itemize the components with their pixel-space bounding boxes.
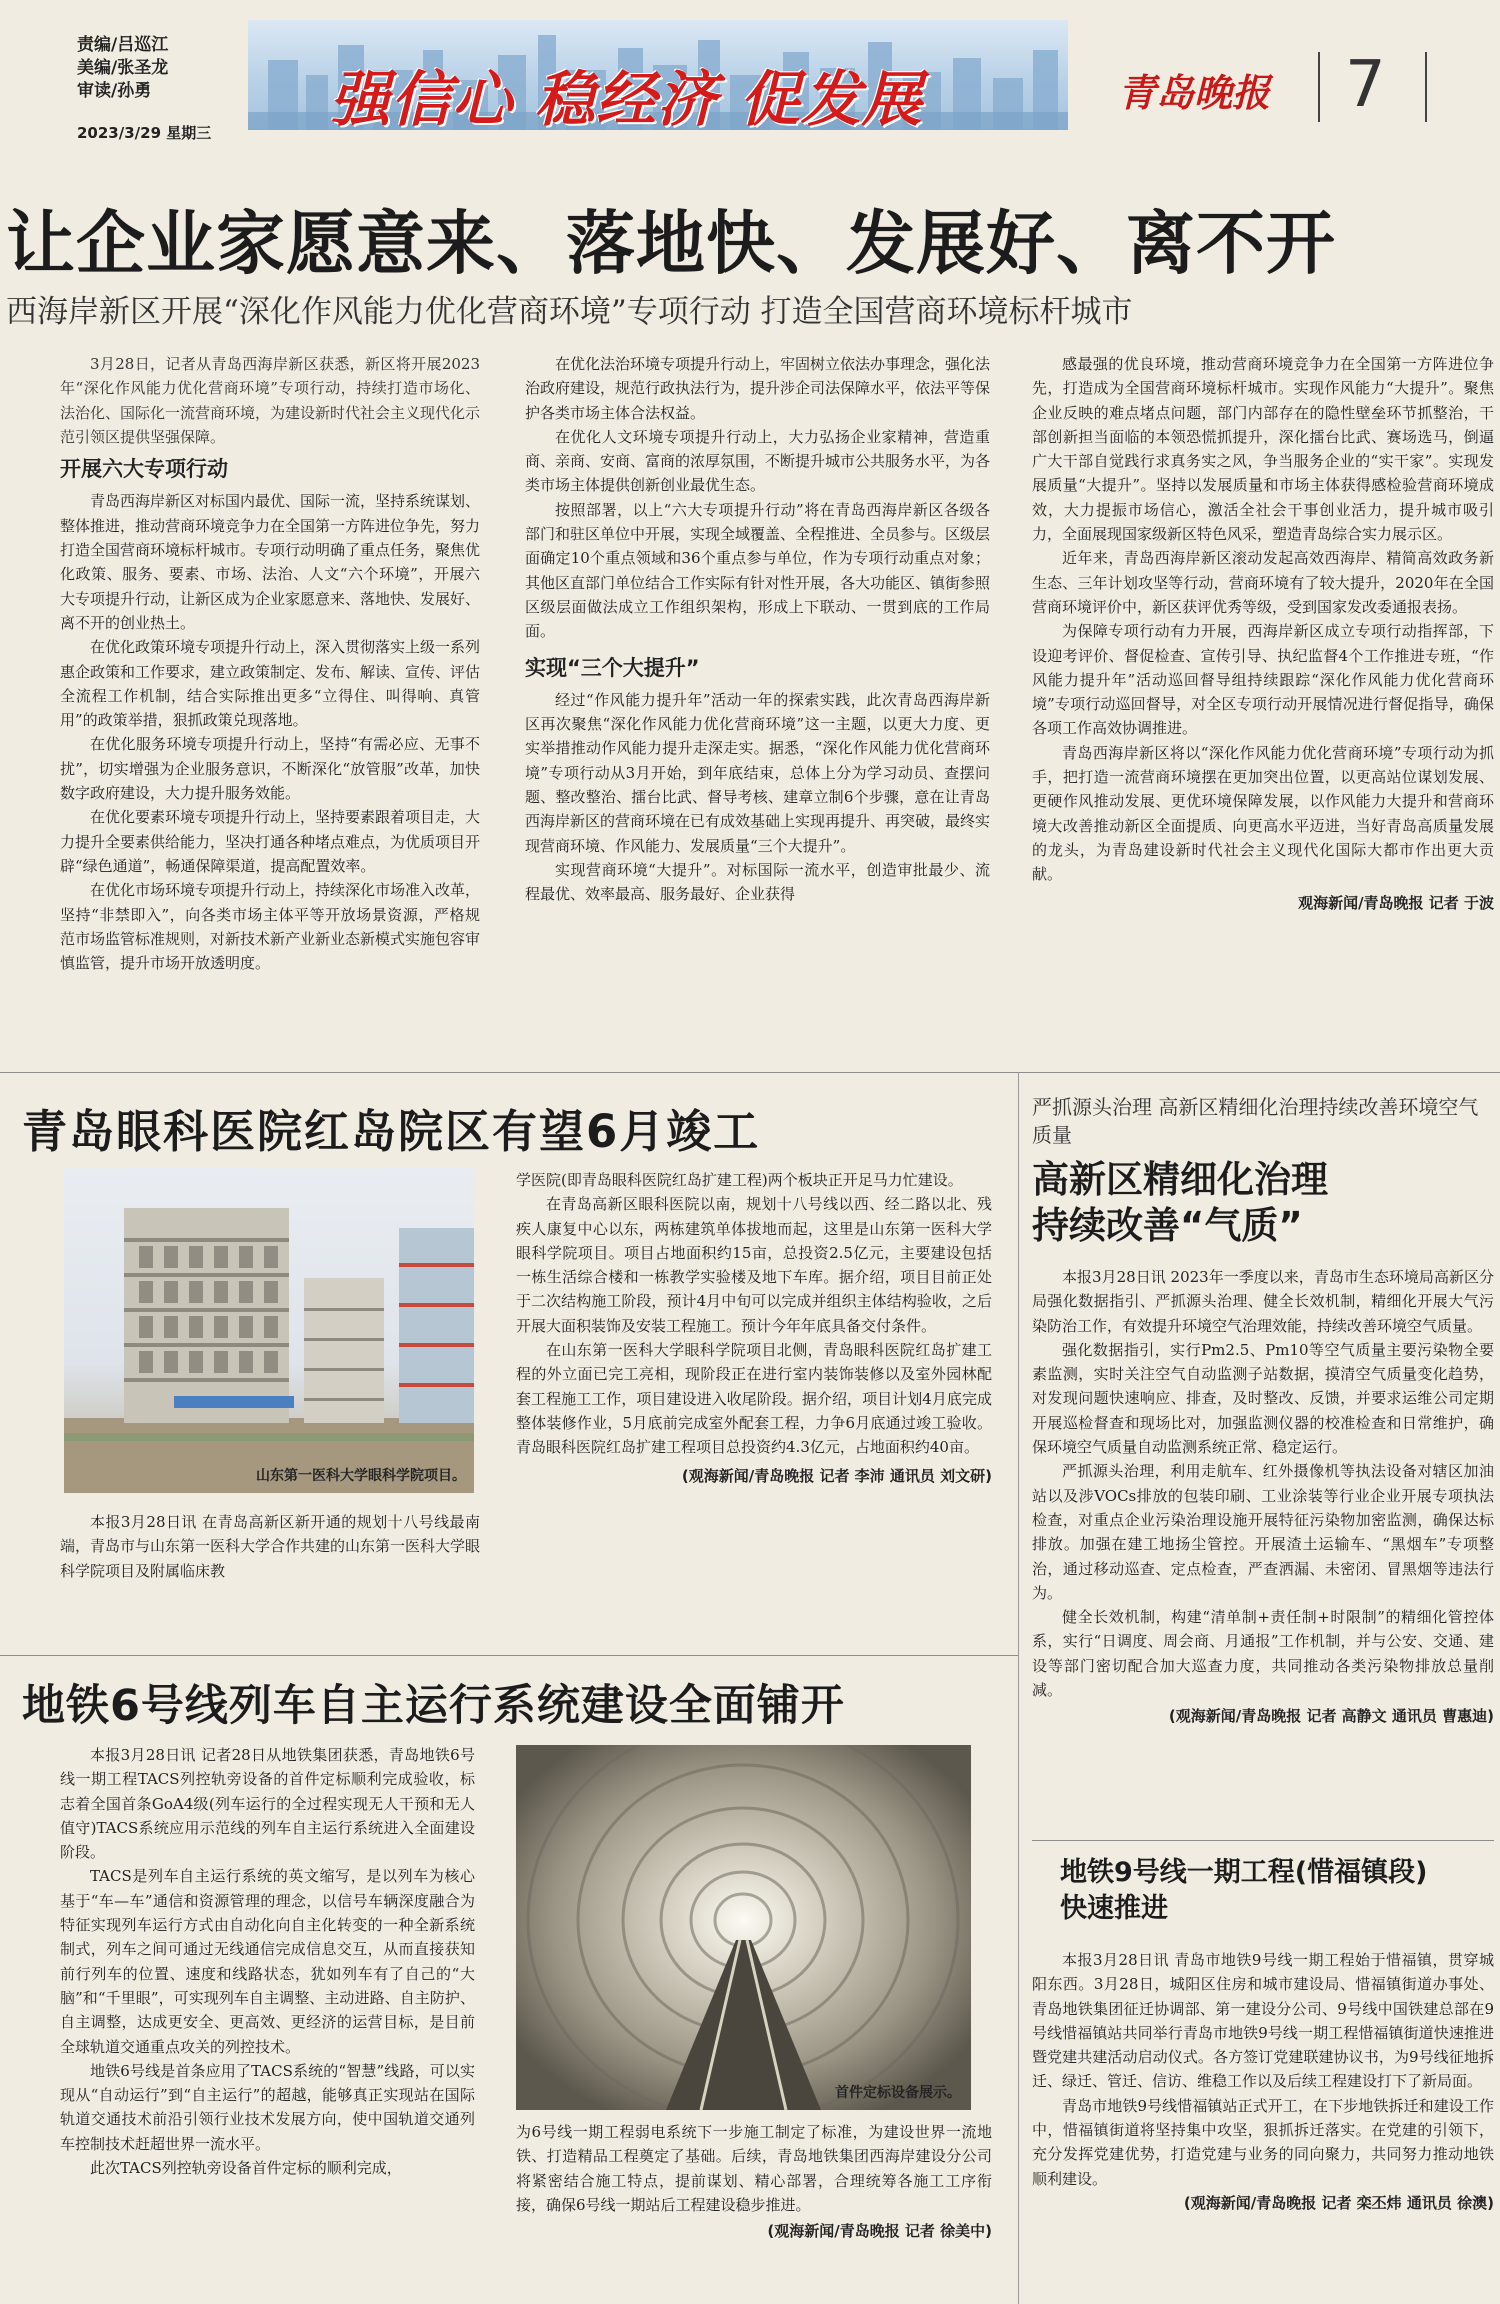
- byline: (观海新闻/青岛晚报 记者 高静文 通讯员 曹惠迪): [1168, 1707, 1494, 1726]
- lead-headline: 让企业家愿意来、落地快、发展好、离不开: [6, 204, 1336, 284]
- air-headline-line: 持续改善“气质”: [1032, 1204, 1303, 1247]
- lead-intro: 3月28日，记者从青岛西海岸新区获悉，新区将开展2023年“深化作风能力优化营商环境”专项行动，持续打造市场化、法治化、国际化一流营商环境，为建设新时代社会主义现代化示范引领区提供坚强保障。: [60, 355, 481, 446]
- air-headline: [1032, 1157, 1328, 1249]
- paragraph: 在山东第一医科大学眼科学院项目北侧，青岛眼科医院红岛扩建工程的外立面已完工亮相，现阶段正在进行室内装饰装修以及室外园林配套工程施工工作，项目建设进入收尾阶段。据介绍，项目计划4月底完成整体装修作业，5月底前完成室外配套工程，力争6月底通过竣工验收。青岛眼科医院红岛扩建工程项目总投资约4.3亿元，占地面积约40亩。: [516, 1341, 992, 1457]
- section-rule: [0, 1655, 1018, 1656]
- lead-column-1: [60, 352, 480, 975]
- paragraph: 在优化要素环境专项提升行动上，坚持要素跟着项目走，大力提升全要素供给能力，坚决打通各种堵点难点，为优质项目开辟“绿色通道”，畅通保障渠道，提高配置效率。: [60, 808, 481, 875]
- eye-text-right: [516, 1168, 992, 1488]
- editor-line: 责编/吕巡江: [77, 35, 169, 55]
- paragraph: 严抓源头治理，利用走航车、红外摄像机等执法设备对辖区加油站以及涉VOCs排放的包装印刷、工业涂装等行业企业开展专项执法检查，对重点企业污染治理设施开展特征污染物加密监测，确保达标排放。加强在建工地扬尘管控。开展渣土运输车、“黑烟车”专项整治，通过移动巡查、定点检查，严查洒漏、未密闭、冒黑烟等违法行为。: [1032, 1462, 1494, 1602]
- byline: (观海新闻/青岛晚报 记者 栾丕炜 通讯员 徐澳): [1183, 2193, 1494, 2212]
- paragraph: 在优化服务环境专项提升行动上，坚持“有需必应、无事不扰”，切实增强为企业服务意识，不断深化“放管服”改革，加快数字政府建设，大力提升服务效能。: [60, 735, 480, 803]
- section-heading: 实现“三个大提升”: [525, 655, 700, 680]
- paragraph: 本报3月28日讯 在青岛高新区新开通的规划十八号线最南端，青岛市与山东第一医科大学合作共建的山东第一医科大学眼科学院项目及附属临床教: [60, 1513, 481, 1580]
- metro-text-right: [516, 2120, 992, 2243]
- paragraph: 经过“作风能力提升年”活动一年的探索实践，此次青岛西海岸新区再次聚焦“深化作风能力优化营商环境”这一主题，以更大力度、更实举措推动作风能力提升走深走实。据悉，“深化作风能力优化营商环境”专项行动从3月开始，到年底结束，总体上分为学习动员、查摆问题、整改整治、擂台比武、督导考核、建章立制6个步骤，意在让青岛西海岸新区的营商环境在已有成效基础上实现再提升、再突破，最终实现营商环境、作风能力、发展质量“三个大提升”。: [525, 690, 991, 855]
- section-rule: [0, 1072, 1500, 1073]
- paragraph: 本报3月28日讯 2023年一季度以来，青岛市生态环境局高新区分局强化数据指引、严抓源头治理、健全长效机制，精细化开展大气污染防治工作，有效提升环境空气治理效能，持续改善环境空气质量。: [1032, 1268, 1494, 1335]
- page-number: 7: [1345, 48, 1386, 122]
- lead-column-3: [1032, 352, 1494, 915]
- paragraph: 本报3月28日讯 记者28日从地铁集团获悉，青岛地铁6号线一期工程TACS列控轨旁设备的首件定标顺利完成验收，标志着全国首条GoA4级(列车运行的全过程实现无人干预和无人值守)TACS系统应用示范线的列车自主运行系统进入全面建设阶段。: [60, 1746, 475, 1862]
- paragraph: 学医院(即青岛眼科医院红岛扩建工程)两个板块正开足马力忙建设。: [516, 1171, 963, 1189]
- air-text: [1032, 1265, 1494, 1729]
- eye-text-left: [60, 1510, 480, 1583]
- line9-headline: [1060, 1855, 1427, 1927]
- logo-divider-right: [1425, 52, 1427, 122]
- line9-text: [1032, 1948, 1494, 2215]
- paragraph: 感最强的优良环境，推动营商环境竞争力在全国第一方阵进位争先，打造成为全国营商环境标杆城市。实现作风能力“大提升”。聚焦企业反映的难点堵点问题，部门内部存在的隐性壁垒环节抓整治，干部创新担当面临的本领恐慌抓提升，深化擂台比武、赛场选马，倒逼广大干部自觉践行求真务实之风，争当服务企业的“实干家”。实现发展质量“大提升”。坚持以发展质量和市场主体获得感检验营商环境成效，大力提振市场信心，激活全社会干事创业活力，提升城市吸引力，全面展现国家级新区特色风采，塑造青岛综合实力展示区。: [1032, 355, 1494, 544]
- banner-slogan: 强信心 稳经济 促发展: [330, 65, 923, 135]
- paragraph: 青岛西海岸新区将以“深化作风能力优化营商环境”专项行动为抓手，把打造一流营商环境摆在更加突出位置，以更高站位谋划发展、更硬作风推动发展、更优环境保障发展，以作风能力大提升和营商环境大改善推动新区全面提质、向更高水平迈进，当好青岛高质量发展的龙头，为青岛建设新时代社会主义现代化国际大都市作出更大贡献。: [1032, 743, 1494, 884]
- paragraph: 实现营商环境“大提升”。对标国际一流水平，创造审批最少、流程最优、效率最高、服务最好、企业获得: [525, 860, 990, 904]
- eye-photo: [64, 1168, 474, 1493]
- paragraph: 青岛西海岸新区对标国内最优、国际一流，坚持系统谋划、整体推进，推动营商环境竞争力在全国第一方阵进位争先，努力打造全国营商环境标杆城市。专项行动明确了重点任务，聚焦优化政策、服务、要素、市场、法治、人文“六个环境”，开展六大专项提升行动，让新区成为企业家愿意来、落地快、发展好、离不开的创业热土。: [60, 492, 481, 632]
- paragraph: 健全长效机制，构建“清单制+责任制+时限制”的精细化管控体系，实行“日调度、周会商、月通报”工作机制，并与公安、交通、建设等部门密切配合加大巡查力度，共同推动各类污染物排放总量削减。: [1032, 1608, 1494, 1700]
- paragraph: 在优化人文环境专项提升行动上，大力弘扬企业家精神，营造重商、亲商、安商、富商的浓厚氛围，不断提升城市公共服务水平，为各类市场主体提供创新创业最优生态。: [525, 427, 991, 495]
- paragraph: 按照部署，以上“六大专项提升行动”将在青岛西海岸新区各级各部门和驻区单位中开展，实现全域覆盖、全程推进、全员参与。区级层面确定10个重点领域和36个重点参与单位，作为专项行动重点对象；其他区直部门单位结合工作实际有针对性开展，各大功能区、镇街参照区级层面做法成立工作组织架构，形成上下联动、一贯到底的工作局面。: [525, 500, 991, 641]
- photo-caption: 首件定标设备展示。: [835, 2085, 961, 2101]
- metro-text-left: [60, 1743, 475, 2180]
- byline: (观海新闻/青岛晚报 记者 李沛 通讯员 刘文研): [681, 1466, 992, 1485]
- paragraph: 在青岛高新区眼科医院以南，规划十八号线以西、经二路以北、残疾人康复中心以东，两栋建筑单体拔地而起，这里是山东第一医科大学眼科学院项目。项目占地面积约15亩，总投资2.5亿元，主要建设包括一栋生活综合楼和一栋教学实验楼及地下车库。据介绍，项目目前正处于二次结构施工阶段，预计4月中旬可以完成并组织主体结构验收，之后开展大面积装饰及安装工程施工。预计今年年底具备交付条件。: [516, 1195, 992, 1335]
- paragraph: 此次TACS列控轨旁设备首件定标的顺利完成，: [90, 2159, 402, 2178]
- paragraph: 在优化政策环境专项提升行动上，深入贯彻落实上级一系列惠企政策和工作要求，建立政策制定、发布、解读、宣传、评估全流程工作机制，结合实际推出更多“立得住、叫得响、真管用”的政策举措，狠抓政策兑现落地。: [60, 638, 481, 730]
- air-headline-line: 高新区精细化治理: [1032, 1158, 1328, 1201]
- section-rule: [1032, 1840, 1494, 1841]
- paragraph: TACS是列车自主运行系统的英文缩写，是以列车为核心基于“车—车”通信和资源管理的理念，以信号车辆深度融合为特征实现列车运行方式由自动化向自主化转变的一种全新系统制式，列车之间可通过无线通信完成信息交互，从而直接获知前行列车的位置、速度和线路状态，犹如列车有了自己的“大脑”和“千里眼”，可实现列车自主调整、主动进路、自主防护、自主调整，达成更安全、更高效、更经济的运营目标，是目前全球轨道交通重点攻关的列控技术。: [60, 1867, 475, 2056]
- metro-headline: 地铁6号线列车自主运行系统建设全面铺开: [22, 1681, 845, 1731]
- column-rule: [1018, 1072, 1019, 2304]
- editor-credits: [77, 34, 168, 103]
- tunnel-photo-graphic: [516, 1745, 971, 2110]
- newspaper-logo: 青岛晚报: [1118, 70, 1271, 115]
- paragraph: 青岛市地铁9号线惜福镇站正式开工，在下步地铁拆迁和建设工作中，惜福镇街道将坚持集中攻坚，狠抓拆迁落实。在党建的引领下，充分发挥党建优势，打造党建与业务的同向聚力，共同努力推动地铁顺利建设。: [1032, 2096, 1494, 2188]
- lead-subheadline: 西海岸新区开展“深化作风能力优化营商环境”专项行动 打造全国营商环境标杆城市: [6, 294, 1133, 330]
- editor-line: 审读/孙勇: [77, 81, 152, 101]
- paragraph: 近年来，青岛西海岸新区滚动发起高效西海岸、精简高效政务新生态、三年计划攻坚等行动，营商环境有了较大提升，2020年在全国营商环境评价中，新区获评优秀等级，受到国家发改委通报表扬。: [1032, 549, 1494, 616]
- byline: (观海新闻/青岛晚报 记者 徐美中): [767, 2222, 992, 2241]
- editor-line: 美编/张圣龙: [77, 58, 169, 78]
- paragraph: 为保障专项行动有力开展，西海岸新区成立专项行动指挥部，下设迎考评价、督促检查、宣传引导、执纪监督4个工作推进专班，“作风能力提升年”活动巡回督导组持续跟踪“深化作风能力优化营商环境”专项行动巡回督导，对全区专项行动开展情况进行督促指导，确保各项工作高效协调推进。: [1032, 622, 1494, 738]
- paragraph: 在优化法治环境专项提升行动上，牢固树立依法办事理念，强化法治政府建设，规范行政执法行为，提升涉企司法保障水平，依法平等保护各类市场主体合法权益。: [525, 355, 991, 422]
- lead-column-2: [525, 352, 990, 907]
- masthead: [0, 0, 1500, 150]
- line9-headline-line: 快速推进: [1060, 1893, 1168, 1924]
- paragraph: 为6号线一期工程弱电系统下一步施工制定了标准，为建设世界一流地铁、打造精品工程奠定了基础。后续，青岛地铁集团西海岸建设分公司将紧密结合施工特点，提前谋划、精心部署，合理统筹各施工工序衔接，确保6号线一期站后工程建设稳步推进。: [516, 2123, 992, 2214]
- paragraph: 强化数据指引，实行Pm2.5、Pm10等空气质量主要污染物全要素监测，实时关注空气自动监测子站数据，摸清空气质量变化趋势，对发现问题快速响应、排查，及时整改、反馈，并要求运维公司定期开展巡检督查和现场比对，加强监测仪器的校准检查和日常维护，确保环境空气质量自动监测系统正常、稳定运行。: [1032, 1340, 1494, 1457]
- building-photo-graphic: [64, 1168, 474, 1493]
- air-kicker: 严抓源头治理 高新区精细化治理持续改善环境空气质量: [1032, 1095, 1479, 1147]
- line9-headline-line: 地铁9号线一期工程(惜福镇段): [1060, 1857, 1428, 1888]
- photo-caption: 山东第一医科大学眼科学院项目。: [256, 1468, 466, 1484]
- issue-date: 2023/3/29 星期三: [77, 124, 212, 142]
- paragraph: 地铁6号线是首条应用了TACS系统的“智慧”线路，可以实现从“自动运行”到“自主运行”的超越，能够真正实现站在国际轨道交通技术前沿引领行业技术发展方向，使中国轨道交通列车控制技术赶超世界一流水平。: [60, 2061, 475, 2153]
- logo-divider: [1318, 52, 1320, 122]
- eye-headline: 青岛眼科医院红岛院区有望6月竣工: [22, 1105, 761, 1158]
- tunnel-photo: [516, 1745, 971, 2110]
- paragraph: 在优化市场环境专项提升行动上，持续深化市场准入改革，坚持“非禁即入”，向各类市场主体平等开放场景资源，严格规范市场监管标准规则，对新技术新产业新业态新模式实施包容审慎监管，提升市场开放透明度。: [60, 881, 481, 973]
- byline: 观海新闻/青岛晚报 记者 于波: [1298, 893, 1494, 912]
- section-heading: 开展六大专项行动: [60, 457, 228, 482]
- paragraph: 本报3月28日讯 青岛市地铁9号线一期工程始于惜福镇，贯穿城阳东西。3月28日，城阳区住房和城市建设局、惜福镇街道办事处、青岛地铁集团征迁协调部、第一建设分公司、9号线中国铁建总部在9号线惜福镇站共同举行青岛市地铁9号线一期工程惜福镇街道快速推进暨党建共建活动启动仪式。各方签订党建联建协议书，为9号线征地拆迁、绿迁、管迁、信访、维稳工作以及后续工程建设打下了新局面。: [1032, 1951, 1494, 2091]
